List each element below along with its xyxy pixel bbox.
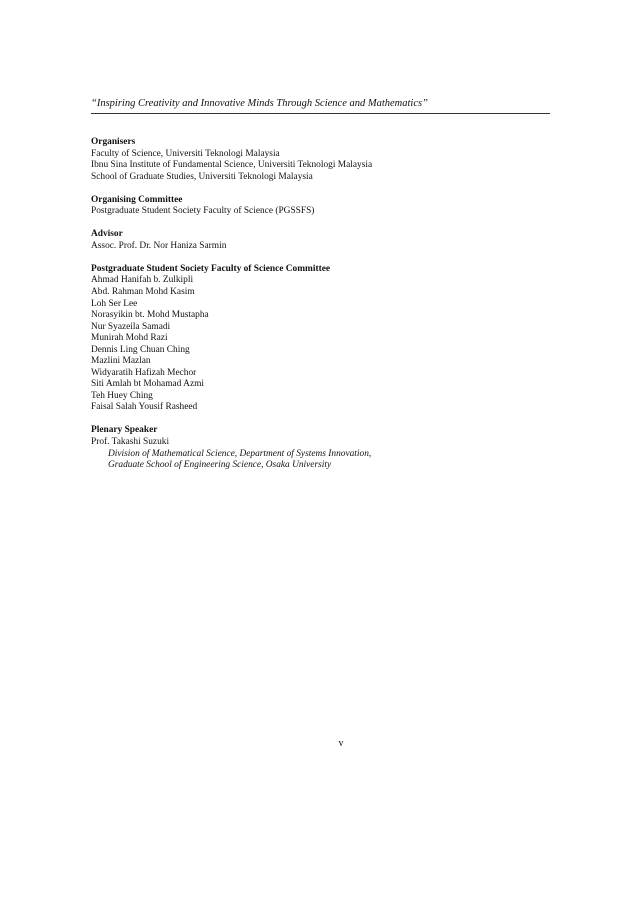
page-number: v [338,738,344,749]
section-heading: Plenary Speaker [91,425,158,436]
organising-committee-section [91,195,551,218]
advisor-name: Assoc. Prof. Dr. Nor Haniza Sarmin [91,240,227,251]
committee-member: Norasyikin bt. Mohd Mustapha [91,310,209,321]
section-heading: Organisers [91,137,136,147]
organiser-line: Ibnu Sina Institute of Fundamental Science, Universiti Teknologi Malaysia [91,160,373,171]
speaker-affiliation: Graduate School of Engineering Science, Osaka University [108,460,332,471]
organisers-section [91,137,551,183]
organiser-line: School of Graduate Studies, Universiti Teknologi Malaysia [91,171,313,182]
committee-member: Loh Ser Lee [91,298,138,309]
committee-line: Postgraduate Student Society Faculty of Science (PGSSFS) [91,206,315,217]
section-heading: Advisor [91,229,123,240]
front-matter-content [91,137,551,483]
speaker-name: Prof. Takashi Suzuki [91,437,170,448]
committee-member: Ahmad Hanifah b. Zulkipli [91,275,194,286]
committee-member: Widyaratih Hafizah Mechor [91,367,197,378]
committee-member: Siti Amlah bt Mohamad Azmi [91,379,205,390]
committee-member: Mazlini Mazlan [91,356,151,367]
running-header: “Inspiring Creativity and Innovative Minds Through Science and Mathematics” [91,98,428,109]
plenary-speaker-section [91,425,551,471]
advisor-section [91,229,551,252]
committee-member: Dennis Ling Chuan Ching [91,344,190,355]
committee-member: Faisal Salah Yousif Rasheed [91,402,198,413]
committee-members-section [91,264,551,414]
header-rule [91,113,550,114]
committee-member: Munirah Mohd Razi [91,333,168,344]
committee-member: Nur Syazeila Samadi [91,321,171,332]
committee-member: Abd. Rahman Mohd Kasim [91,286,195,297]
section-heading: Postgraduate Student Society Faculty of Science Committee [91,263,331,274]
section-heading: Organising Committee [91,194,183,205]
speaker-affiliation: Division of Mathematical Science, Department of Systems Innovation, [108,448,372,459]
organiser-line: Faculty of Science, Universiti Teknologi Malaysia [91,148,280,159]
committee-member: Teh Huey Ching [91,390,153,401]
